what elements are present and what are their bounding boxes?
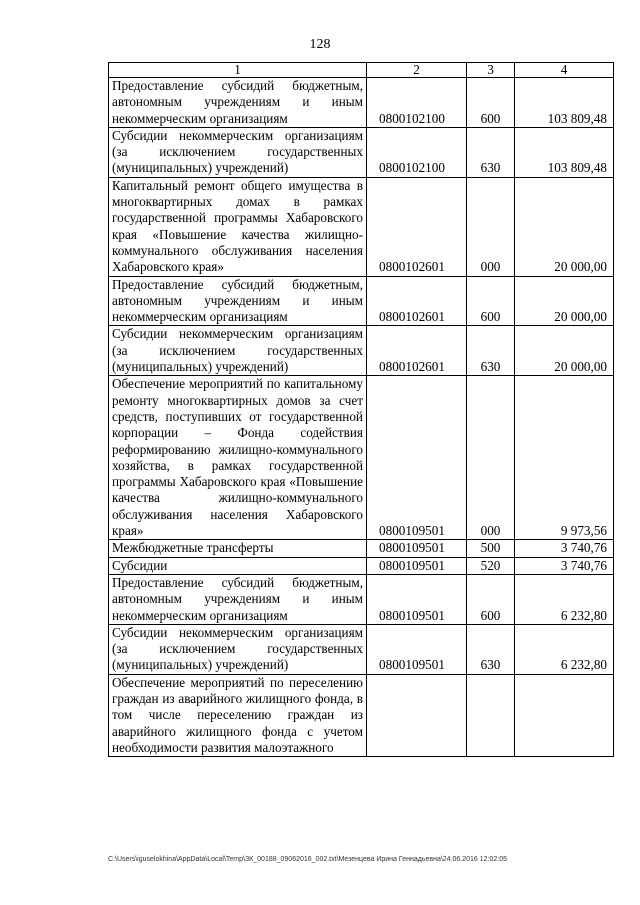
row-code-cell: 0800102100 bbox=[367, 78, 467, 128]
budget-table bbox=[108, 62, 614, 757]
row-amount-cell bbox=[515, 674, 614, 756]
row-name-cell: Субсидии bbox=[109, 557, 367, 574]
row-amount-cell: 6 232,80 bbox=[515, 624, 614, 674]
row-code-cell: 0800102601 bbox=[367, 276, 467, 326]
row-type-cell: 500 bbox=[467, 540, 515, 557]
table-row bbox=[109, 574, 614, 624]
row-type-cell: 520 bbox=[467, 557, 515, 574]
row-code-cell: 0800109501 bbox=[367, 624, 467, 674]
row-amount-cell: 103 809,48 bbox=[515, 78, 614, 128]
table-row bbox=[109, 276, 614, 326]
row-type-cell: 600 bbox=[467, 78, 515, 128]
row-amount-cell: 20 000,00 bbox=[515, 177, 614, 276]
row-type-cell: 600 bbox=[467, 574, 515, 624]
row-code-cell: 0800109501 bbox=[367, 540, 467, 557]
row-amount-cell: 9 973,56 bbox=[515, 376, 614, 540]
row-amount-cell: 20 000,00 bbox=[515, 276, 614, 326]
table-row bbox=[109, 177, 614, 276]
file-path-footer: C:\Users\iguselokhina\AppData\Local\Temp\ЗК_00188_09062016_002.txt\Мезенцева Ирина Геннадьевна\24.06.2016 12:02:05 bbox=[108, 856, 508, 863]
table-row bbox=[109, 557, 614, 574]
row-type-cell: 000 bbox=[467, 376, 515, 540]
budget-table-body bbox=[109, 63, 614, 757]
row-code-cell: 0800102601 bbox=[367, 177, 467, 276]
row-type-cell: 000 bbox=[467, 177, 515, 276]
row-name-cell: Предоставление субсидий бюджетным, автономным учреждениям и иным некоммерческим организациям bbox=[109, 276, 367, 326]
row-type-cell: 630 bbox=[467, 624, 515, 674]
row-type-cell: 600 bbox=[467, 276, 515, 326]
header-cell-1: 1 bbox=[109, 63, 367, 78]
row-amount-cell: 6 232,80 bbox=[515, 574, 614, 624]
row-amount-cell: 103 809,48 bbox=[515, 127, 614, 177]
row-name-cell: Обеспечение мероприятий по капитальному ремонту многоквартирных домов за счет средств, поступивших от государственной корпорации – Фонда содействия реформированию жилищно-коммунального хозяйства, в рамках государственной программы Хабаровского края «Повышение качества жилищно-коммунального обслуживания населения Хабаровского края» bbox=[109, 376, 367, 540]
row-amount-cell: 3 740,76 bbox=[515, 540, 614, 557]
header-cell-3: 3 bbox=[467, 63, 515, 78]
row-amount-cell: 20 000,00 bbox=[515, 326, 614, 376]
row-amount-cell: 3 740,76 bbox=[515, 557, 614, 574]
table-row bbox=[109, 674, 614, 756]
row-type-cell: 630 bbox=[467, 127, 515, 177]
page-number: 128 bbox=[309, 37, 331, 52]
row-code-cell: 0800109501 bbox=[367, 557, 467, 574]
row-code-cell: 0800109501 bbox=[367, 376, 467, 540]
row-code-cell: 0800102100 bbox=[367, 127, 467, 177]
row-name-cell: Капитальный ремонт общего имущества в многоквартирных домах в рамках государственной программы Хабаровского края «Повышение качества жилищно-коммунального обслуживания населения Хабаровского края» bbox=[109, 177, 367, 276]
row-code-cell: 0800102601 bbox=[367, 326, 467, 376]
row-name-cell: Субсидии некоммерческим организациям (за исключением государственных (муниципальных) учреждений) bbox=[109, 326, 367, 376]
row-name-cell: Обеспечение мероприятий по переселению граждан из аварийного жилищного фонда, в том числе переселению граждан из аварийного жилищного фонда с учетом необходимости развития малоэтажного bbox=[109, 674, 367, 756]
row-name-cell: Предоставление субсидий бюджетным, автономным учреждениям и иным некоммерческим организациям bbox=[109, 78, 367, 128]
row-code-cell bbox=[367, 674, 467, 756]
header-cell-2: 2 bbox=[367, 63, 467, 78]
table-row bbox=[109, 540, 614, 557]
header-cell-4: 4 bbox=[515, 63, 614, 78]
row-name-cell: Межбюджетные трансферты bbox=[109, 540, 367, 557]
row-code-cell: 0800109501 bbox=[367, 574, 467, 624]
table-row bbox=[109, 78, 614, 128]
row-name-cell: Субсидии некоммерческим организациям (за исключением государственных (муниципальных) учреждений) bbox=[109, 624, 367, 674]
table-row bbox=[109, 376, 614, 540]
row-name-cell: Предоставление субсидий бюджетным, автономным учреждениям и иным некоммерческим организациям bbox=[109, 574, 367, 624]
table-row bbox=[109, 326, 614, 376]
table-row bbox=[109, 624, 614, 674]
row-name-cell: Субсидии некоммерческим организациям (за исключением государственных (муниципальных) учреждений) bbox=[109, 127, 367, 177]
row-type-cell bbox=[467, 674, 515, 756]
table-row bbox=[109, 127, 614, 177]
row-type-cell: 630 bbox=[467, 326, 515, 376]
header-row bbox=[109, 63, 614, 78]
